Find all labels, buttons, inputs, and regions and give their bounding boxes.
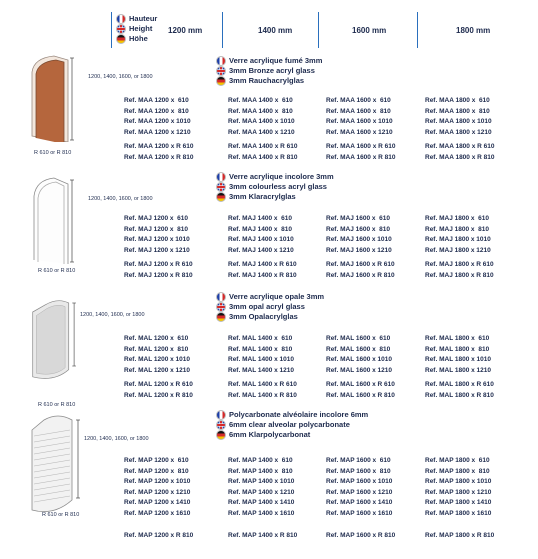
ref-column-1400: Ref. MAL 1400 x 610 Ref. MAL 1400 x 810 Ref. MAL 1400 x 1010 Ref. MAL 1400 x 1210 Ref. MAL 1400 x R 610 Ref. MAL 1400 x R 810: [228, 335, 297, 399]
material-de: 6mm Klarpolycarbonat: [229, 430, 311, 439]
label-height: Height: [129, 24, 153, 33]
germany-flag-icon: [216, 430, 226, 440]
material-en: 3mm opal acryl glass: [229, 302, 305, 311]
ref-column-1400: Ref. MAP 1400 x 610 Ref. MAP 1400 x 810 Ref. MAP 1400 x 1010 Ref. MAP 1400 x 1210 Ref. MAP 1400 x 1410 Ref. MAP 1400 x 1610 Ref. MAP 1400 x R 810: [228, 457, 298, 539]
material-en: 6mm clear alveolar polycarbonate: [229, 420, 350, 429]
material-de: 3mm Rauchacrylglas: [229, 76, 305, 85]
france-flag-icon: [216, 410, 226, 420]
germany-flag-icon: [116, 34, 126, 44]
uk-flag-icon: [216, 302, 226, 312]
lang-en: [116, 24, 157, 34]
header-divider: [111, 12, 112, 48]
height-options: 1200, 1400, 1600, or 1800: [84, 436, 149, 442]
uk-flag-icon: [216, 66, 226, 76]
ref-column-1800: Ref. MAJ 1800 x 610 Ref. MAJ 1800 x 810 Ref. MAJ 1800 x 1010 Ref. MAJ 1800 x 1210 Ref. MAJ 1800 x R 610 Ref. MAJ 1800 x R 810: [425, 215, 494, 279]
polycarbonate-panel-illustration: [24, 408, 90, 518]
column-header-1600: 1600 mm: [352, 26, 387, 35]
material-description: [216, 56, 322, 86]
height-options: 1200, 1400, 1600, or 1800: [88, 74, 153, 80]
germany-flag-icon: [216, 192, 226, 202]
france-flag-icon: [116, 14, 126, 24]
radius-label: R 610 or R 810: [34, 150, 72, 156]
germany-flag-icon: [216, 76, 226, 86]
ref-column-1600: Ref. MAP 1600 x 610 Ref. MAP 1600 x 810 Ref. MAP 1600 x 1010 Ref. MAP 1600 x 1210 Ref. MAP 1600 x 1410 Ref. MAP 1600 x 1610 Ref. MAP 1600 x R 810: [326, 457, 396, 539]
header-divider: [222, 12, 223, 48]
ref-column-1600: Ref. MAJ 1600 x 610 Ref. MAJ 1600 x 810 Ref. MAJ 1600 x 1010 Ref. MAJ 1600 x 1210 Ref. MAJ 1600 x R 610 Ref. MAJ 1600 x R 810: [326, 215, 395, 279]
ref-column-1400: Ref. MAA 1400 x 610 Ref. MAA 1400 x 810 Ref. MAA 1400 x 1010 Ref. MAA 1400 x 1210 Ref. MAA 1400 x R 610 Ref. MAA 1400 x R 810: [228, 97, 298, 161]
bronze-panel-illustration: [28, 52, 88, 142]
uk-flag-icon: [116, 24, 126, 34]
height-options: 1200, 1400, 1600, or 1800: [88, 196, 153, 202]
material-description: [216, 410, 368, 440]
lang-de: [116, 34, 157, 44]
uk-flag-icon: [216, 420, 226, 430]
opal-panel-illustration: [24, 294, 90, 384]
height-options: 1200, 1400, 1600, or 1800: [80, 312, 145, 318]
material-de: 3mm Opalacrylglas: [229, 312, 298, 321]
material-fr: Polycarbonate alvéolaire incolore 6mm: [229, 410, 369, 419]
ref-column-1600: Ref. MAA 1600 x 610 Ref. MAA 1600 x 810 Ref. MAA 1600 x 1010 Ref. MAA 1600 x 1210 Ref. MAA 1600 x R 610 Ref. MAA 1600 x R 810: [326, 97, 396, 161]
ref-column-1400: Ref. MAJ 1400 x 610 Ref. MAJ 1400 x 810 Ref. MAJ 1400 x 1010 Ref. MAJ 1400 x 1210 Ref. MAJ 1400 x R 610 Ref. MAJ 1400 x R 810: [228, 215, 297, 279]
radius-label: R 610 or R 810: [42, 512, 80, 518]
uk-flag-icon: [216, 182, 226, 192]
material-en: 3mm colourless acryl glass: [229, 182, 327, 191]
material-fr: Verre acrylique fumé 3mm: [229, 56, 323, 65]
column-header-1400: 1400 mm: [258, 26, 293, 35]
clear-panel-illustration: [28, 174, 88, 264]
height-language-labels: [116, 14, 157, 44]
material-description: [216, 172, 334, 202]
ref-column-1200: Ref. MAL 1200 x 610 Ref. MAL 1200 x 810 Ref. MAL 1200 x 1010 Ref. MAL 1200 x 1210 Ref. MAL 1200 x R 610 Ref. MAL 1200 x R 810: [124, 335, 193, 399]
ref-column-1200: Ref. MAA 1200 x 610 Ref. MAA 1200 x 810 Ref. MAA 1200 x 1010 Ref. MAA 1200 x 1210 Ref. MAA 1200 x R 610 Ref. MAA 1200 x R 810: [124, 97, 194, 161]
ref-column-1200: Ref. MAP 1200 x 610 Ref. MAP 1200 x 810 Ref. MAP 1200 x 1010 Ref. MAP 1200 x 1210 Ref. MAP 1200 x 1410 Ref. MAP 1200 x 1610 Ref. MAP 1200 x R 810: [124, 457, 194, 539]
france-flag-icon: [216, 56, 226, 66]
material-en: 3mm Bronze acryl glass: [229, 66, 315, 75]
label-hauteur: Hauteur: [129, 14, 158, 23]
header-divider: [318, 12, 319, 48]
ref-column-1800: Ref. MAP 1800 x 610 Ref. MAP 1800 x 810 Ref. MAP 1800 x 1010 Ref. MAP 1800 x 1210 Ref. MAP 1800 x 1410 Ref. MAP 1800 x 1610 Ref. MAP 1800 x R 810: [425, 457, 495, 539]
france-flag-icon: [216, 292, 226, 302]
label-hoehe: Höhe: [129, 34, 148, 43]
germany-flag-icon: [216, 312, 226, 322]
ref-column-1800: Ref. MAL 1800 x 610 Ref. MAL 1800 x 810 Ref. MAL 1800 x 1010 Ref. MAL 1800 x 1210 Ref. MAL 1800 x R 610 Ref. MAL 1800 x R 810: [425, 335, 494, 399]
radius-label: R 610 or R 810: [38, 268, 76, 274]
ref-column-1600: Ref. MAL 1600 x 610 Ref. MAL 1600 x 810 Ref. MAL 1600 x 1010 Ref. MAL 1600 x 1210 Ref. MAL 1600 x R 610 Ref. MAL 1600 x R 810: [326, 335, 395, 399]
ref-column-1800: Ref. MAA 1800 x 610 Ref. MAA 1800 x 810 Ref. MAA 1800 x 1010 Ref. MAA 1800 x 1210 Ref. MAA 1800 x R 610 Ref. MAA 1800 x R 810: [425, 97, 495, 161]
column-header-1200: 1200 mm: [168, 26, 203, 35]
material-fr: Verre acrylique opale 3mm: [229, 292, 325, 301]
column-header-1800: 1800 mm: [456, 26, 491, 35]
header-divider: [417, 12, 418, 48]
material-description: [216, 292, 324, 322]
france-flag-icon: [216, 172, 226, 182]
material-de: 3mm Klaracrylglas: [229, 192, 296, 201]
lang-fr: [116, 14, 157, 24]
radius-label: R 610 or R 810: [38, 402, 76, 408]
ref-column-1200: Ref. MAJ 1200 x 610 Ref. MAJ 1200 x 810 Ref. MAJ 1200 x 1010 Ref. MAJ 1200 x 1210 Ref. MAJ 1200 x R 610 Ref. MAJ 1200 x R 810: [124, 215, 193, 279]
material-fr: Verre acrylique incolore 3mm: [229, 172, 334, 181]
